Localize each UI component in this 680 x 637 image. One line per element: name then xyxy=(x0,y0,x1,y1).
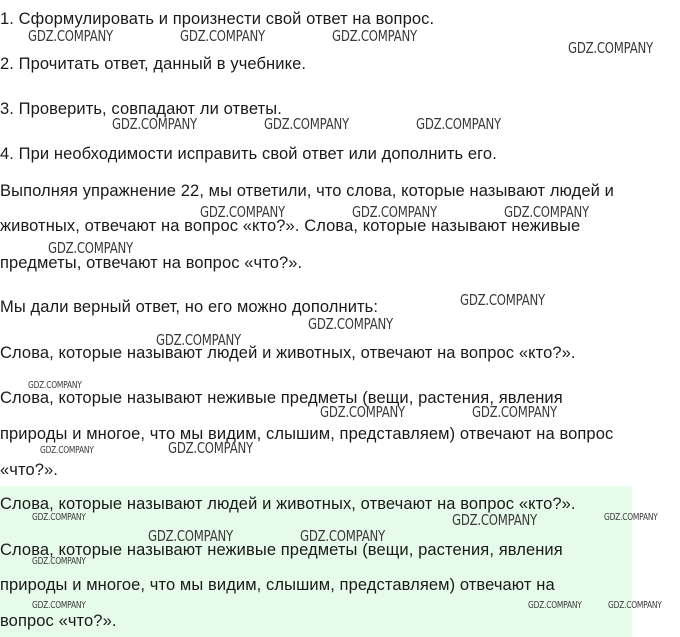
watermark: GDZ.COMPANY xyxy=(28,27,113,45)
paragraph-1-line-1: Выполняя упражнение 22, мы ответили, что слова, которые называют людей и xyxy=(0,182,614,200)
watermark: GDZ.COMPANY xyxy=(168,439,253,457)
step-2: 2. Прочитать ответ, данный в учебнике. xyxy=(0,55,307,73)
watermark: GDZ.COMPANY xyxy=(156,331,241,349)
watermark-small: GDZ.COMPANY xyxy=(604,512,658,523)
watermark-small: GDZ.COMPANY xyxy=(32,512,86,523)
answer-line-2: Слова, которые называют неживые предметы (вещи, растения, явления xyxy=(0,541,563,559)
answer-line-1: Слова, которые называют людей и животных, отвечают на вопрос «кто?». xyxy=(0,495,576,513)
watermark: GDZ.COMPANY xyxy=(504,203,589,221)
watermark-small: GDZ.COMPANY xyxy=(608,600,662,611)
watermark: GDZ.COMPANY xyxy=(200,203,285,221)
step-4: 4. При необходимости исправить свой ответ или дополнить его. xyxy=(0,145,497,163)
watermark: GDZ.COMPANY xyxy=(452,511,537,529)
watermark: GDZ.COMPANY xyxy=(568,39,653,57)
paragraph-2: Мы дали верный ответ, но его можно дополнить: xyxy=(0,298,379,316)
watermark: GDZ.COMPANY xyxy=(148,527,233,545)
watermark: GDZ.COMPANY xyxy=(112,115,197,133)
watermark: GDZ.COMPANY xyxy=(332,27,417,45)
watermark-small: GDZ.COMPANY xyxy=(28,380,82,391)
watermark: GDZ.COMPANY xyxy=(264,115,349,133)
answer-line-3: природы и многое, что мы видим, слышим, представляем) отвечают на xyxy=(0,576,555,594)
watermark: GDZ.COMPANY xyxy=(472,403,557,421)
watermark: GDZ.COMPANY xyxy=(416,115,501,133)
watermark: GDZ.COMPANY xyxy=(300,527,385,545)
step-1: 1. Сформулировать и произнести свой ответ на вопрос. xyxy=(0,10,435,28)
watermark-small: GDZ.COMPANY xyxy=(32,600,86,611)
paragraph-1-line-3: предметы, отвечают на вопрос «что?». xyxy=(0,254,303,272)
paragraph-3: Слова, которые называют людей и животных, отвечают на вопрос «кто?». xyxy=(0,344,576,362)
watermark-small: GDZ.COMPANY xyxy=(40,445,94,456)
watermark: GDZ.COMPANY xyxy=(352,203,437,221)
watermark: GDZ.COMPANY xyxy=(180,27,265,45)
paragraph-4-line-3: «что?». xyxy=(0,461,58,479)
step-3: 3. Проверить, совпадают ли ответы. xyxy=(0,100,282,118)
paragraph-1-line-2: животных, отвечают на вопрос «кто?». Слова, которые называют неживые xyxy=(0,217,581,235)
watermark: GDZ.COMPANY xyxy=(48,239,133,257)
watermark: GDZ.COMPANY xyxy=(308,315,393,333)
paragraph-4-line-1: Слова, которые называют неживые предметы (вещи, растения, явления xyxy=(0,389,563,407)
watermark-small: GDZ.COMPANY xyxy=(32,556,86,567)
answer-line-4: вопрос «что?». xyxy=(0,612,117,630)
watermark-small: GDZ.COMPANY xyxy=(528,600,582,611)
watermark: GDZ.COMPANY xyxy=(320,403,405,421)
paragraph-4-line-2: природы и многое, что мы видим, слышим, представляем) отвечают на вопрос xyxy=(0,425,614,443)
watermark: GDZ.COMPANY xyxy=(460,291,545,309)
